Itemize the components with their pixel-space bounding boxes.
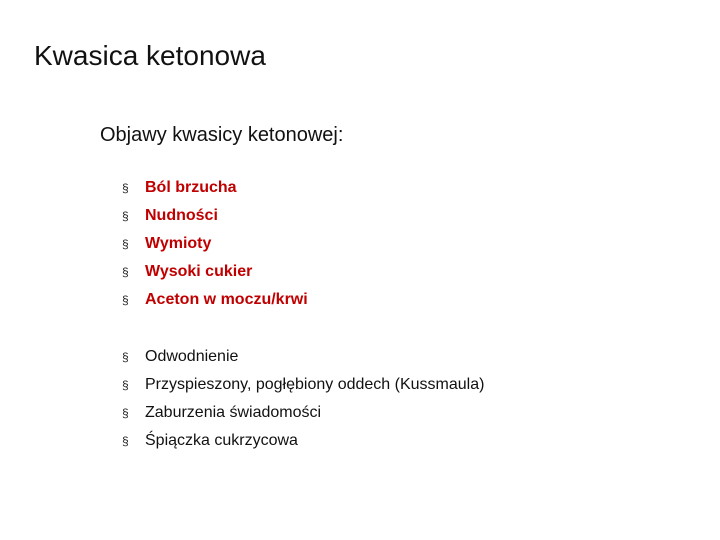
bullet-marker: § — [122, 293, 129, 307]
bullet-marker: § — [122, 350, 129, 364]
symptom-text: Nudności — [145, 207, 218, 224]
list-item — [122, 174, 308, 202]
bullet-marker: § — [122, 265, 129, 279]
symptom-list-secondary — [122, 343, 484, 455]
list-item — [122, 286, 308, 314]
list-item — [122, 427, 484, 455]
list-item — [122, 371, 484, 399]
list-item — [122, 230, 308, 258]
bullet-marker: § — [122, 406, 129, 420]
symptom-text: Wymioty — [145, 235, 212, 252]
bullet-marker: § — [122, 378, 129, 392]
symptom-text: Ból brzucha — [145, 179, 237, 196]
bullet-marker: § — [122, 181, 129, 195]
symptom-text: Przyspieszony, pogłębiony oddech (Kussmaula) — [145, 376, 485, 393]
list-item — [122, 202, 308, 230]
symptom-text: Odwodnienie — [145, 348, 239, 365]
list-item — [122, 399, 484, 427]
symptom-text: Aceton w moczu/krwi — [145, 291, 308, 308]
bullet-marker: § — [122, 209, 129, 223]
bullet-marker: § — [122, 237, 129, 251]
symptom-list-primary — [122, 174, 308, 314]
section-heading: Objawy kwasicy ketonowej: — [100, 124, 344, 146]
symptom-text: Śpiączka cukrzycowa — [145, 432, 298, 449]
list-item — [122, 343, 484, 371]
bullet-marker: § — [122, 434, 129, 448]
slide-title: Kwasica ketonowa — [34, 40, 266, 71]
list-item — [122, 258, 308, 286]
symptom-text: Wysoki cukier — [145, 263, 253, 280]
symptom-text: Zaburzenia świadomości — [145, 404, 322, 421]
